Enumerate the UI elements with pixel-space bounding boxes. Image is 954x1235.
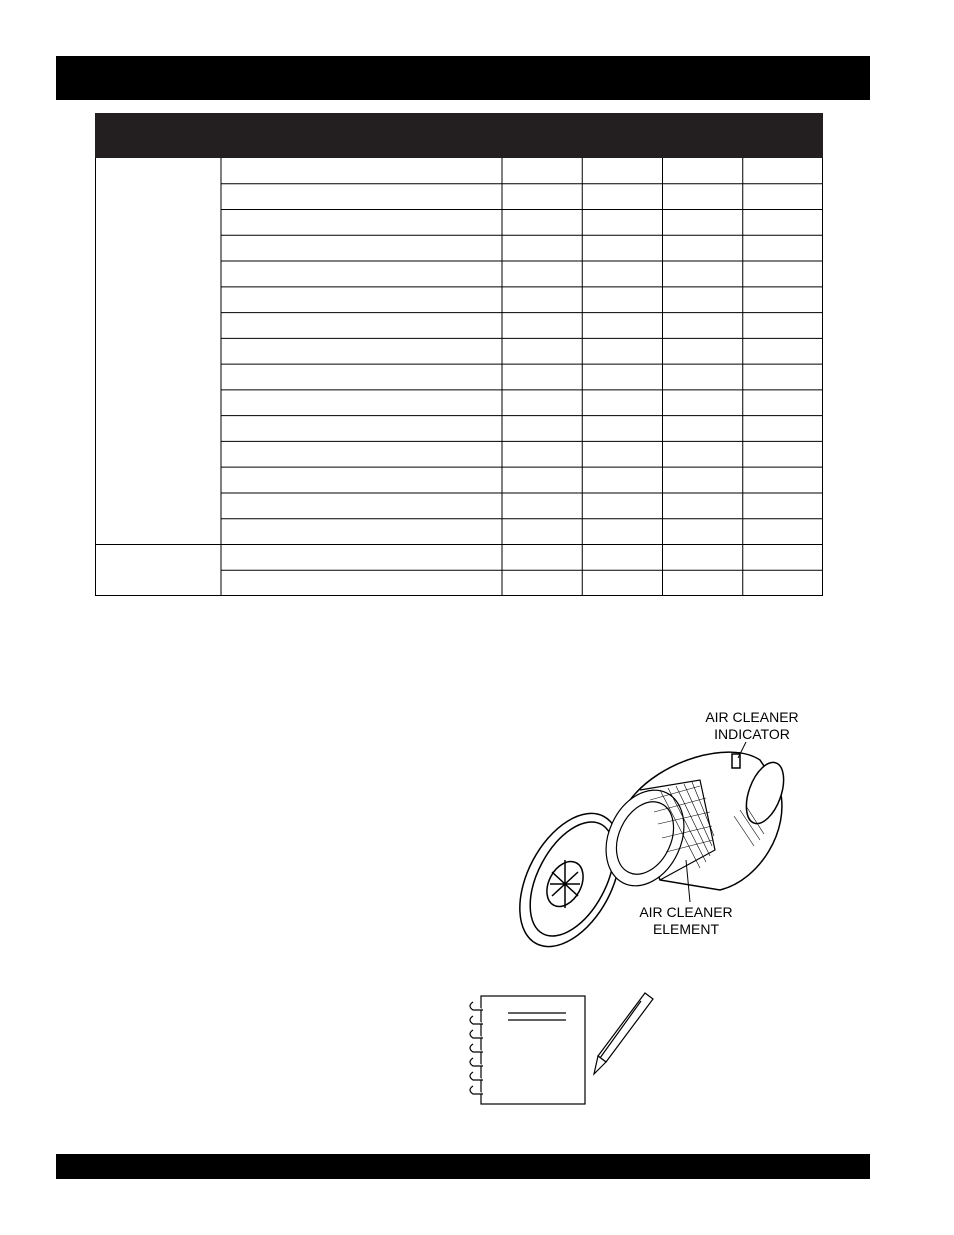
notebook-icon xyxy=(470,996,585,1104)
indicator-label-line-1: AIR CLEANER xyxy=(705,709,799,725)
page-footer-bar xyxy=(56,1154,870,1179)
element-label-line-2: ELEMENT xyxy=(652,921,720,937)
element-label-line-1: AIR CLEANER xyxy=(639,904,733,920)
pencil-icon xyxy=(594,993,653,1074)
indicator-label-line-2: INDICATOR xyxy=(714,726,790,742)
